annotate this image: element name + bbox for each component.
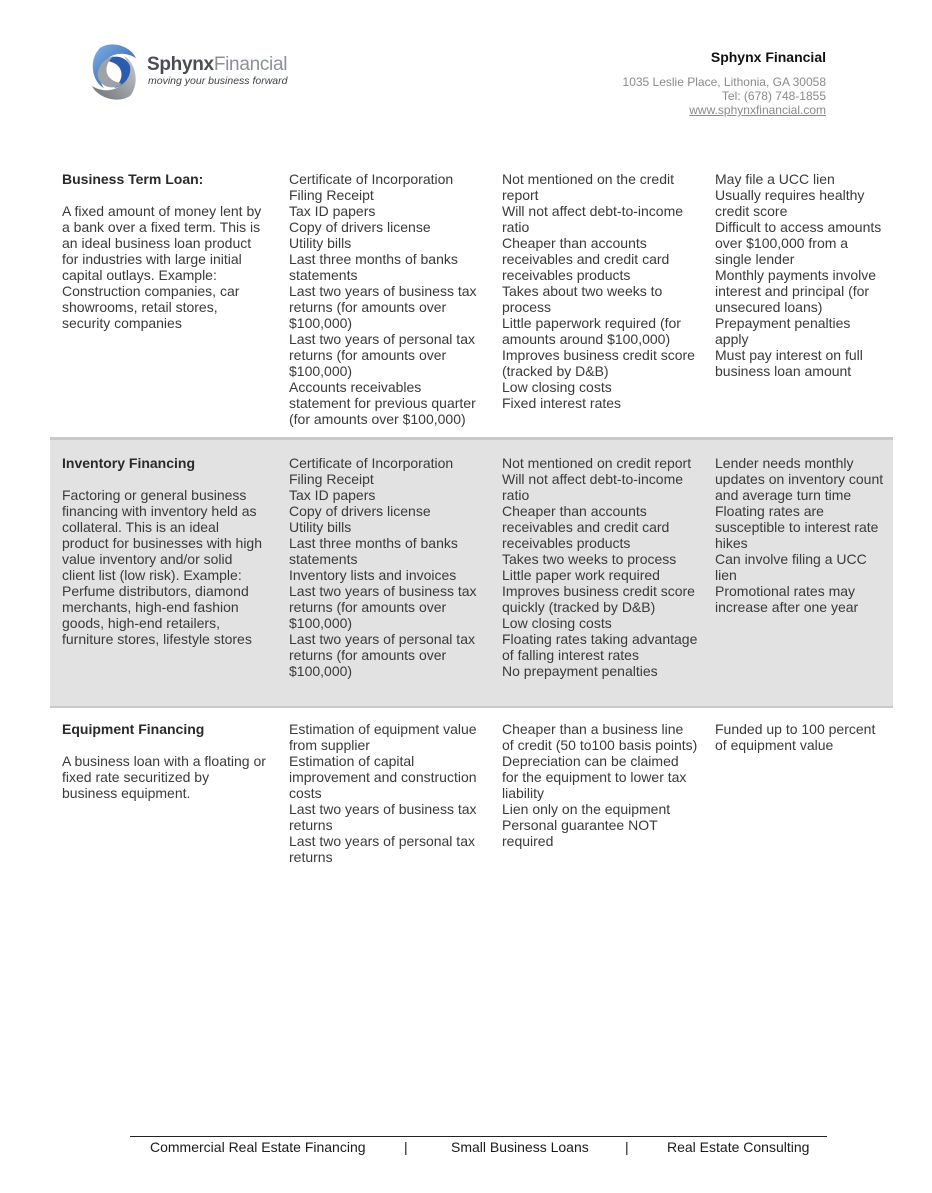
cons-list: [715, 721, 887, 753]
list-item: Last two years of business tax returns (for amounts over $100,000): [289, 283, 477, 331]
list-item: Personal guarantee NOT required: [502, 817, 658, 849]
list-item: Must pay interest on full business loan amount: [715, 347, 863, 379]
list-item: Floating rates taking advantage of falling interest rates: [502, 631, 698, 663]
pros-list: [502, 455, 698, 679]
list-item: Prepayment penalties apply: [715, 315, 851, 347]
list-item: Improves business credit score (tracked by D&B): [502, 347, 695, 379]
loan-row-inventory: [50, 437, 893, 708]
list-item: Not mentioned on credit report: [502, 455, 692, 471]
logo-name-bold: Sphynx: [147, 54, 214, 75]
requirements-list: [289, 455, 485, 679]
list-item: Utility bills: [289, 519, 352, 535]
list-item: Lender needs monthly updates on inventory count and average turn time: [715, 455, 884, 503]
list-item: Certificate of Incorporation Filing Receipt: [289, 171, 454, 203]
company-name: Sphynx Financial: [710, 49, 826, 65]
list-item: Certificate of Incorporation Filing Receipt: [289, 455, 454, 487]
list-item: Estimation of equipment value from supplier: [289, 721, 477, 753]
list-item: Floating rates are susceptible to interest rate hikes: [715, 503, 879, 551]
list-item: Lien only on the equipment: [502, 801, 671, 817]
company-info: [623, 49, 826, 117]
footer-link-small-business-loans[interactable]: Small Business Loans: [451, 1139, 589, 1155]
list-item: Copy of drivers license: [289, 219, 431, 235]
requirements-list: [289, 721, 485, 865]
list-item: Not mentioned on the credit report: [502, 171, 674, 203]
requirements-list: [289, 171, 485, 427]
list-item: No prepayment penalties: [502, 663, 658, 679]
list-item: Last two years of personal tax returns: [289, 833, 475, 865]
list-item: Promotional rates may increase after one year: [715, 583, 859, 615]
list-item: Cheaper than accounts receivables and credit card receivables products: [502, 235, 670, 283]
loan-description: A business loan with a floating or fixed rate securitized by business equipment.: [62, 753, 266, 801]
loan-description: Factoring or general business financing with inventory held as collateral. This is an ideal product for businesses with high value inventory and/or solid client list (low risk). Example: Perfume distributors, diamond merchants, high-end fashion goods, high-end retailers, furniture stores, lifestyle stores: [62, 487, 262, 647]
list-item: Fixed interest rates: [502, 395, 622, 411]
company-address: 1035 Leslie Place, Lithonia, GA 30058: [622, 75, 826, 89]
footer-divider: [130, 1136, 827, 1137]
logo-wordmark: [147, 54, 287, 76]
company-website-link[interactable]: www.sphynxfinancial.com: [689, 103, 826, 117]
list-item: Little paperwork required (for amounts around $100,000): [502, 315, 681, 347]
pros-list: [502, 721, 698, 849]
list-item: Usually requires healthy credit score: [715, 187, 865, 219]
list-item: Improves business credit score quickly (tracked by D&B): [502, 583, 695, 615]
cons-list: [715, 455, 887, 615]
list-item: Last three months of banks statements: [289, 251, 458, 283]
list-item: Will not affect debt-to-income ratio: [502, 471, 684, 503]
list-item: Will not affect debt-to-income ratio: [502, 203, 684, 235]
pros-list: [502, 171, 698, 411]
loan-summary: [62, 171, 268, 331]
list-item: Funded up to 100 percent of equipment value: [715, 721, 876, 753]
cons-list: [715, 171, 887, 379]
loan-title: Inventory Financing: [62, 455, 196, 471]
loan-title: Equipment Financing: [62, 721, 205, 737]
footer-link-commercial-real-estate[interactable]: Commercial Real Estate Financing: [150, 1139, 366, 1155]
list-item: Can involve filing a UCC lien: [715, 551, 867, 583]
loan-row-equipment: [50, 710, 893, 870]
list-item: Last two years of business tax returns: [289, 801, 477, 833]
list-item: Utility bills: [289, 235, 352, 251]
list-item: Last two years of personal tax returns (for amounts over $100,000): [289, 631, 475, 679]
list-item: Last two years of business tax returns (for amounts over $100,000): [289, 583, 477, 631]
list-item: May file a UCC lien: [715, 171, 835, 187]
footer-link-real-estate-consulting[interactable]: Real Estate Consulting: [667, 1139, 810, 1155]
list-item: Depreciation can be claimed for the equipment to lower tax liability: [502, 753, 687, 801]
list-item: Cheaper than accounts receivables and credit card receivables products: [502, 503, 670, 551]
list-item: Tax ID papers: [289, 203, 376, 219]
logo-tagline: moving your business forward: [148, 75, 288, 87]
list-item: Last two years of personal tax returns (for amounts over $100,000): [289, 331, 475, 379]
loan-summary: [62, 721, 268, 801]
footer-separator: |: [404, 1139, 408, 1155]
list-item: Little paper work required: [502, 567, 660, 583]
list-item: Low closing costs: [502, 615, 612, 631]
list-item: Tax ID papers: [289, 487, 376, 503]
footer-separator: |: [625, 1139, 629, 1155]
loan-description: A fixed amount of money lent by a bank over a fixed term. This is an ideal business loan product for industries with large initial capital outlays. Example: Construction companies, car showrooms, retail stores, security companies: [62, 203, 262, 331]
list-item: Difficult to access amounts over $100,000 from a single lender: [715, 219, 882, 267]
sphynx-ribbon-logo-icon: [86, 42, 142, 102]
list-item: Takes about two weeks to process: [502, 283, 663, 315]
loan-title: Business Term Loan:: [62, 171, 204, 187]
company-logo: [86, 42, 286, 102]
list-item: Copy of drivers license: [289, 503, 431, 519]
list-item: Estimation of capital improvement and construction costs: [289, 753, 477, 801]
company-phone: Tel: (678) 748-1855: [721, 89, 826, 103]
list-item: Inventory lists and invoices: [289, 567, 457, 583]
loan-summary: [62, 455, 268, 647]
list-item: Low closing costs: [502, 379, 612, 395]
list-item: Cheaper than a business line of credit (50 to100 basis points): [502, 721, 698, 753]
list-item: Monthly payments involve interest and principal (for unsecured loans): [715, 267, 877, 315]
logo-name-light: Financial: [213, 54, 288, 75]
loan-row-business-term: [50, 168, 893, 436]
list-item: Last three months of banks statements: [289, 535, 458, 567]
list-item: Accounts receivables statement for previous quarter (for amounts over $100,000): [289, 379, 476, 427]
list-item: Takes two weeks to process: [502, 551, 677, 567]
